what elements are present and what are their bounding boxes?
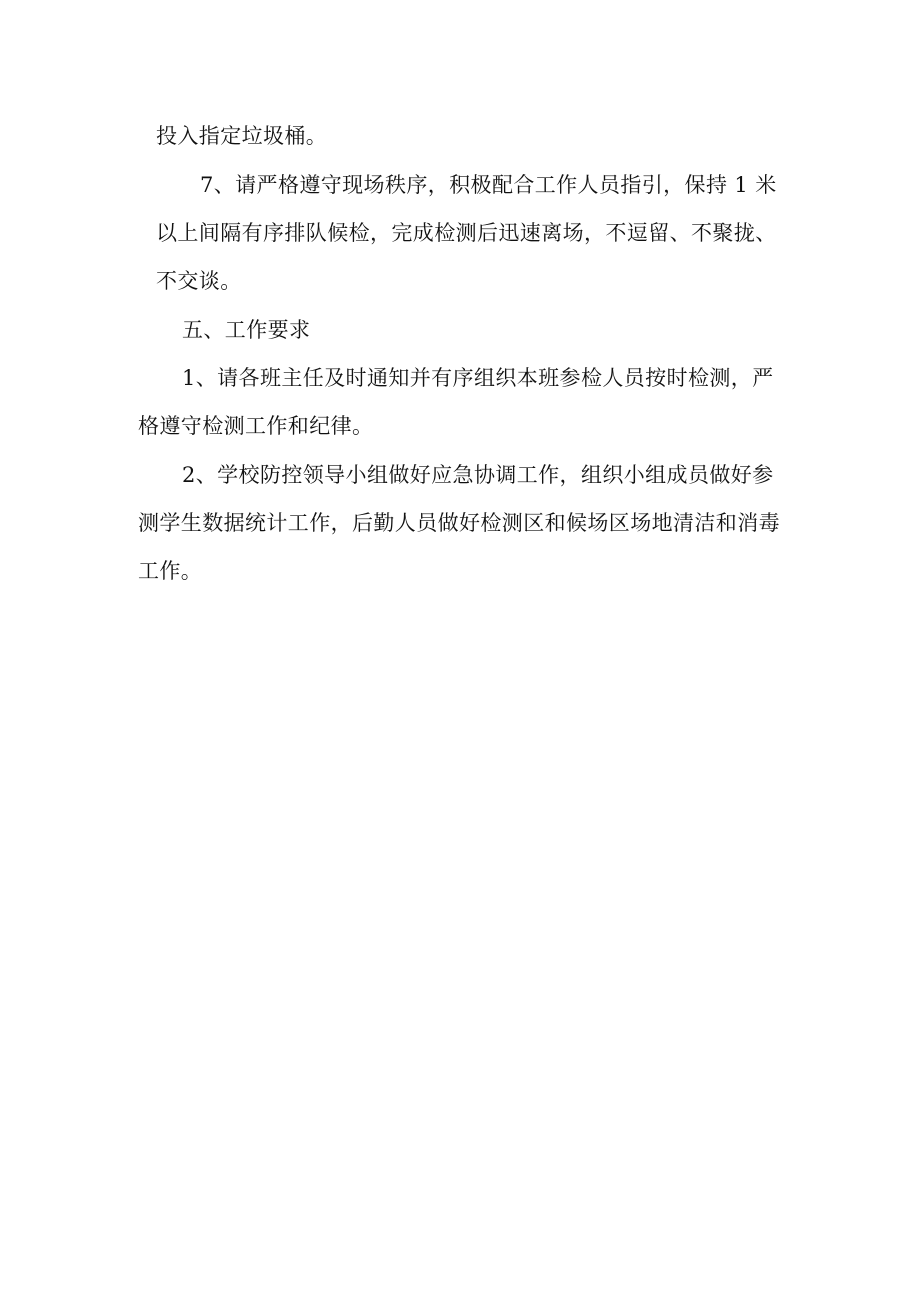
text-line: 格遵守检测工作和纪律。 [138,414,374,438]
text-line: 2、学校防控领导小组做好应急协调工作，组织小组成员做好参 [182,463,774,487]
section-heading: 五、工作要求 [182,318,311,342]
text-line: 7、请严格遵守现场秩序，积极配合工作人员指引，保持 1 米 [200,173,777,197]
text-line: 投入指定垃圾桶。 [156,124,328,148]
text-line: 测学生数据统计工作，后勤人员做好检测区和候场区场地清洁和消毒 [138,511,780,535]
text-line: 不交谈。 [156,269,242,293]
text-line: 以上间隔有序排队候检，完成检测后迅速离场，不逗留、不聚拢、 [156,221,777,245]
text-line: 1、请各班主任及时通知并有序组织本班参检人员按时检测，严 [182,366,774,390]
text-line: 工作。 [138,559,203,583]
